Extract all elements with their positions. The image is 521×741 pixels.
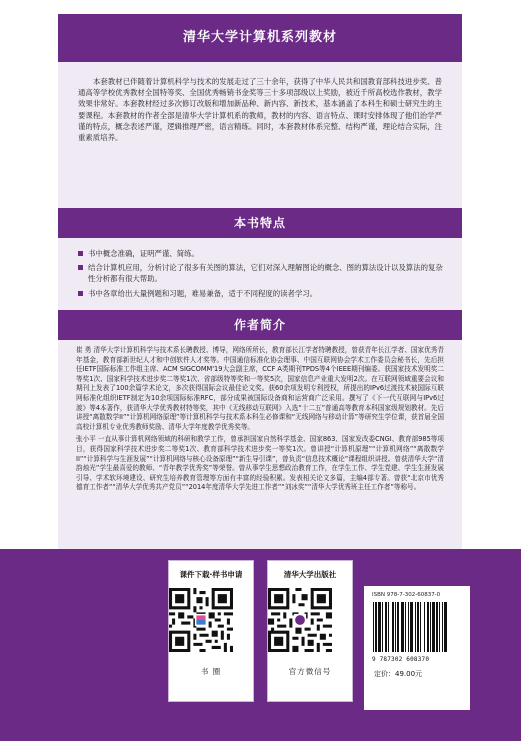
isbn-barcode-box [364,586,470,710]
qr-resources-caption: 书 圈 [200,667,222,676]
qr-publisher-label: 清华大学出版社 [283,570,337,579]
price-label: 定价：49.00元 [374,670,423,678]
author-bio-zhang: 张小平 一直从事计算机网络领域的科研和教学工作，曾承担国家自然科学基金、国家863、国家发改委CNGI、教育部985等项目，获得国家科学技术进步奖二等奖1次、教育部科学技术进步奖一等奖1次。曾讲授“计算机原理”“计算机网络”“离散数学II”“计算科学与生涯发展”“计算机网络与核心设备原理”“新生导引课”，曾负责“信息技术概论”课程组织讲授。曾获清华大学“清韵烛光”学生最喜爱的教师、“青年教学优秀奖”等荣誉。曾从事学生思想政治教育工作，在学生工作、学生党建、学生生涯发展引导、学术软环境建设、研究生培养教育管理等方面有丰富的经验积累。发表相关论文多篇，主编4部专著。曾获“北京市优秀德育工作者”“清华大学优秀共产党员”“2014年度清华大学先进工作者”“刘冰奖”“清华大学优秀班主任工作者”等称号。 [76,435,444,492]
isbn-digits: 9 787302 608370 [372,656,430,663]
features-panel [58,238,462,310]
authors-title: 作者简介 [233,318,286,332]
qr-publisher-caption: 官方微信号 [288,667,332,676]
author-bio-cui: 崔 勇 清华大学计算机科学与技术系长聘教授、博导，网络所所长，教育部长江学者特聘教授，曾获青年长江学者、国家优秀青年基金，教育部新世纪人才和中创软件人才奖等。中国通信标准化协会理事、中国互联网协会学术工作委员会秘书长，先后担任IETF国际标准工作组主席、ACM SIGCOMM'19大会副主席，CCF A类期刊TPDS等4个IEEE期刊编委。获国家技术发明奖二等奖1次、国家科学技术进步奖二等奖1次、省部级特等奖和一等奖5次，国家信息产业重大发明2次。在互联网领域重要会议和期刊上发表了100余篇学术论文，多次获得国际会议最佳论文奖。获60余项发明专利授权，所提出的IPv6过渡技术被国际互联网标准化组织IETF制定为10余项国际标准RFC，部分成果被国际设备商和运营商广泛采用。撰写了《下一代互联网与IPv6过渡》等4本著作，获清华大学优秀教材特等奖，其中《无线移动互联网》入选“十二五”普通高等教育本科国家级规划教材。先后讲授“离散数学II”“计算机网络原理”等计算机科学与技术系本科生必修课和“无线网络与移动计算”等研究生学位课，获首届全国高校计算机专业优秀教师奖励、清华大学年度教学优秀奖等。 [76,346,444,431]
qr-card-resources [168,560,254,702]
feature-item: 书中各章给出大量例题和习题，难易兼备，适于不同程度的读者学习。 [76,288,444,299]
isbn-label: ISBN 978-7-302-60837-0 [372,592,441,598]
series-title: 清华大学计算机系列教材 [182,30,337,45]
qr-code-icon[interactable] [169,588,233,652]
intro-panel [58,62,462,208]
features-list [58,238,462,299]
feature-item: 结合计算机应用，分析讨论了很多有关图的算法，它们对深入理解图论的概念、图的算法设计以及算法的复杂性分析都有很大帮助。 [76,262,444,284]
barcode-icon [372,602,462,652]
features-title: 本书特点 [233,216,286,230]
authors-title-bar [58,310,462,340]
intro-text: 本套教材已伴随着计算机科学与技术的发展走过了三十余年，获得了中华人民共和国教育部科技进步奖、普通高等学校优秀教材全国特等奖、全国优秀畅销书金奖等三十多项部级以上奖励，被近千所高校选作教材，教学效果非常好。本套教材经过多次修订改版和增加新品种、新内容、新技术，基本涵盖了本科生和硕士研究生的主要课程。本套教材的作者全部是清华大学计算机系的教师，教材的内容、语言特点、课时安排体现了他们治学严谨的特点，概念表述严谨，逻辑推理严密，语言精练。同时，本套教材体系完整、结构严谨，理论结合实际，注重素质培养。 [78,77,442,143]
qr-code-icon[interactable] [268,588,332,652]
authors-panel [58,340,462,549]
qr-card-publisher [267,560,353,702]
qr-resources-label: 课件下载·样书申请 [179,570,243,579]
features-title-bar [58,208,462,238]
feature-item: 书中概念准确，证明严谨、简练。 [76,248,444,259]
series-title-bar [58,14,462,62]
